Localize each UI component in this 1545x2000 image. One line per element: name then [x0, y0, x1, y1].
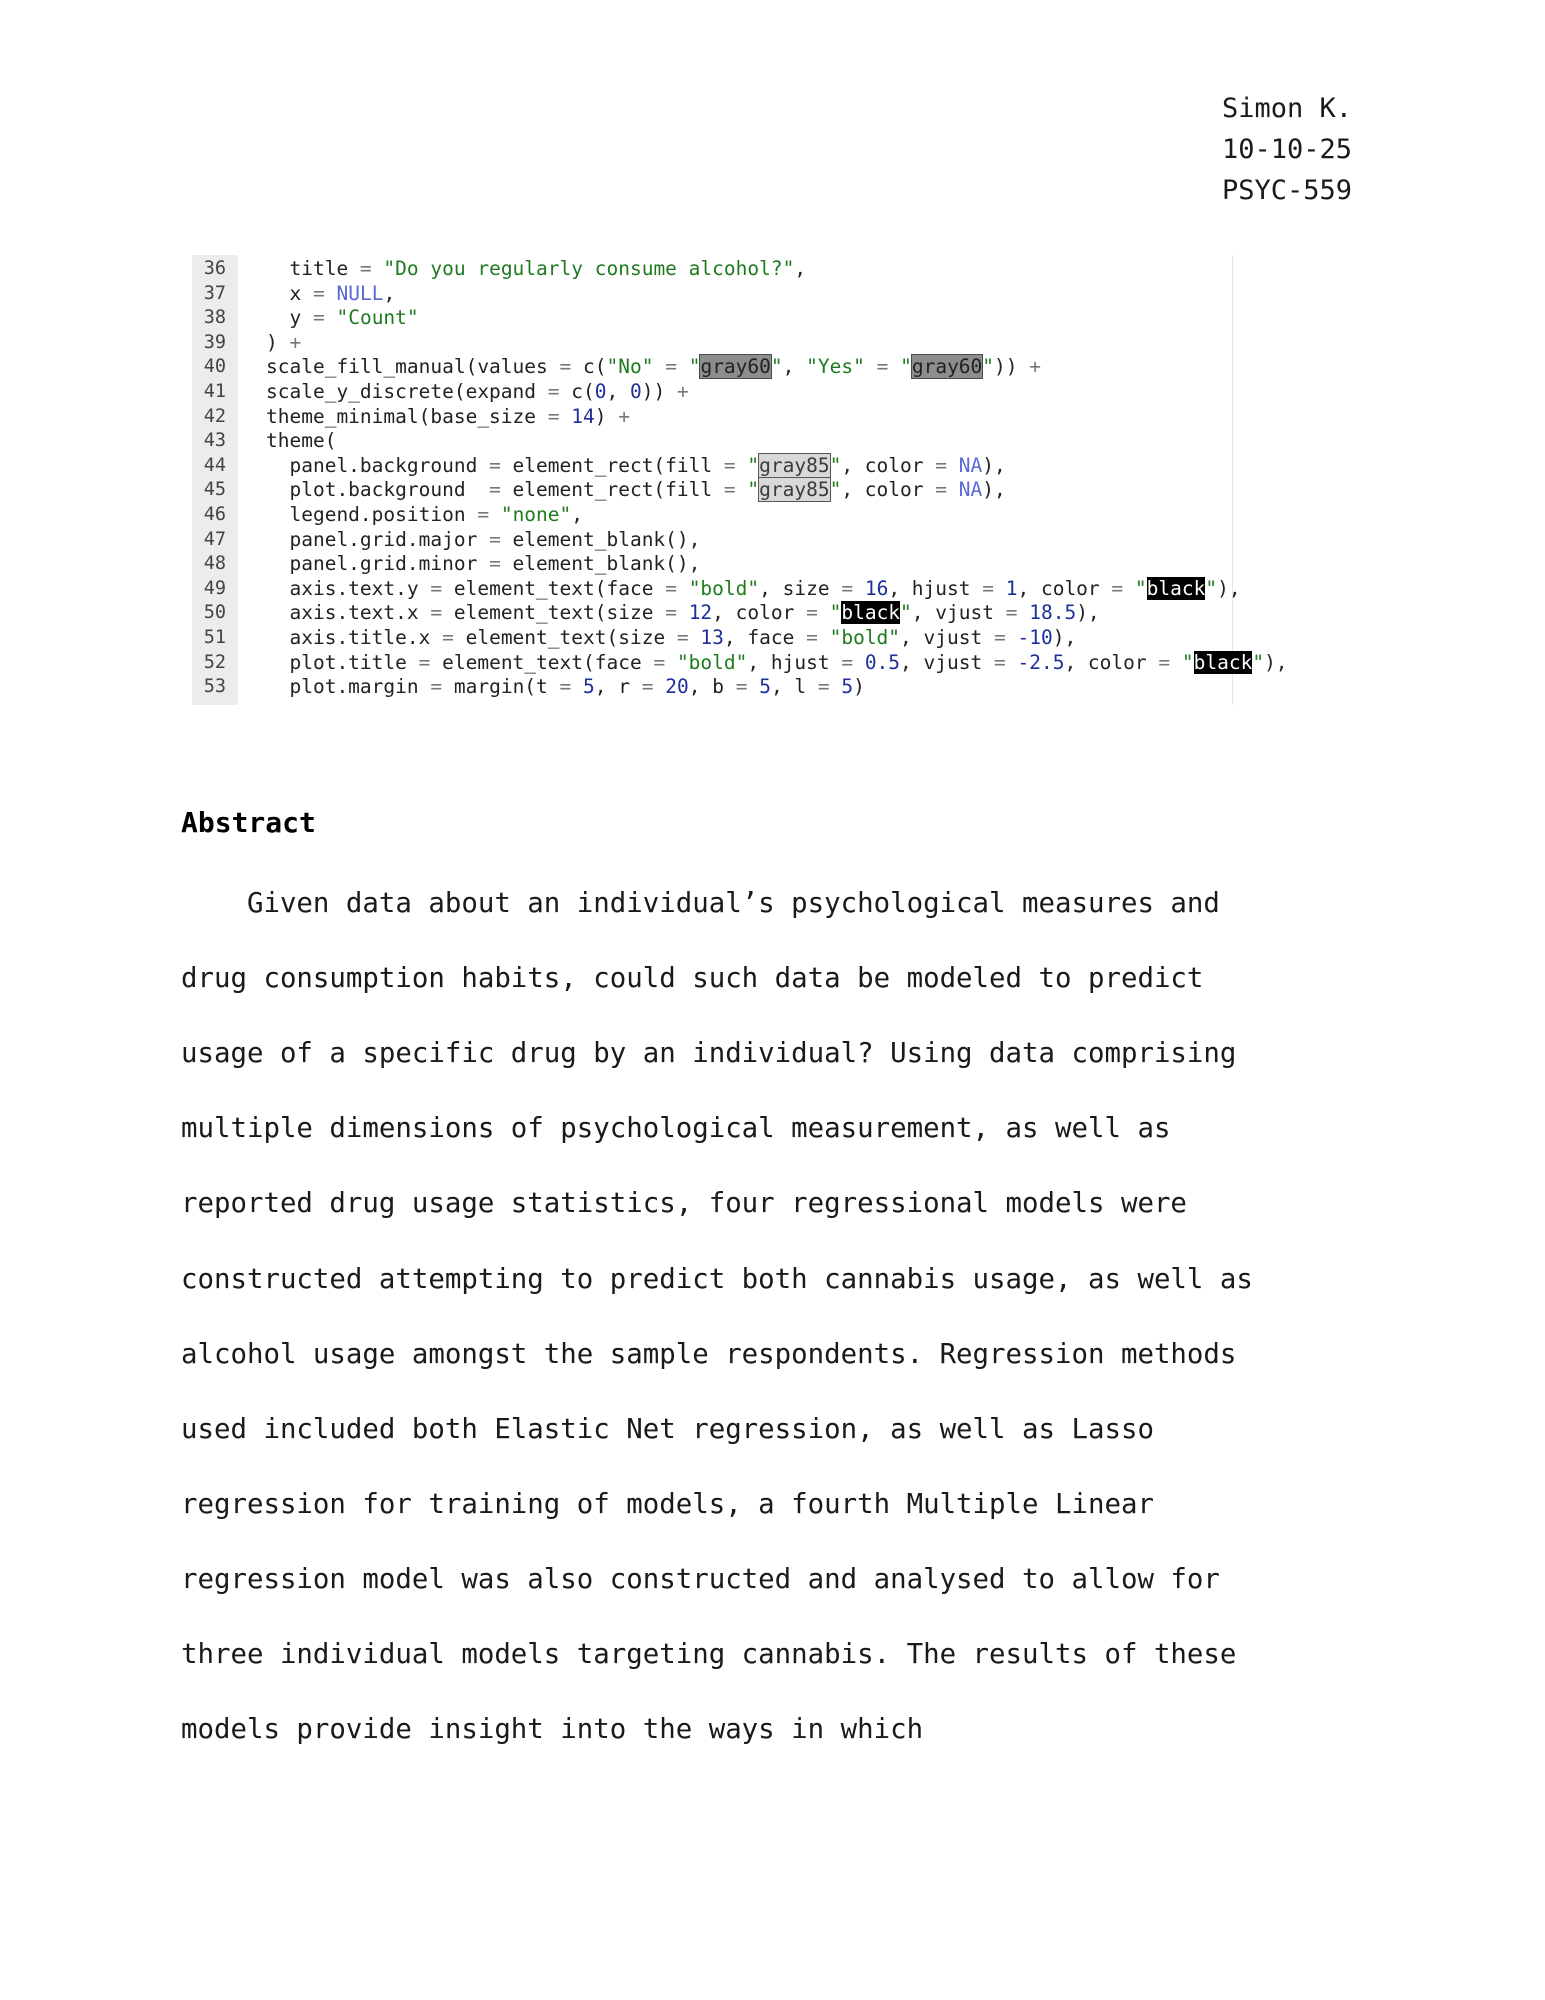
abstract-line: alcohol usage amongst the sample respondents. Regression methods	[181, 1338, 1237, 1370]
code-text	[266, 552, 700, 577]
code-token: ,	[571, 503, 584, 526]
code-text	[266, 478, 1006, 503]
code-token	[677, 577, 689, 600]
code-token: ,	[782, 355, 807, 379]
code-token: +	[1029, 355, 1042, 379]
code-token: "	[1181, 650, 1194, 674]
code-token: NULL	[336, 281, 384, 305]
code-token: panel.background	[266, 453, 490, 477]
code-token: "	[747, 453, 760, 477]
section-title-abstract: Abstract	[181, 806, 316, 839]
code-token: =	[489, 453, 501, 477]
code-token: )	[266, 330, 290, 354]
code-token: =	[841, 650, 854, 674]
code-token: =	[723, 478, 736, 502]
code-token: =	[676, 626, 689, 649]
abstract-line: multiple dimensions of psychological measurement, as well as	[181, 1113, 1171, 1145]
code-token: +	[618, 404, 630, 428]
code-token: =	[735, 675, 748, 699]
code-token: c(	[559, 380, 595, 403]
line-number: 41	[203, 381, 226, 402]
code-token: panel.grid.minor	[266, 552, 490, 576]
code-token	[736, 454, 748, 477]
highlighted-token: gray60	[911, 355, 983, 379]
code-token: ),	[982, 478, 1006, 502]
code-token: , hjust	[747, 650, 842, 674]
line-number: 43	[203, 430, 226, 452]
code-token: =	[312, 281, 325, 305]
code-token: 5	[759, 675, 771, 699]
code-token: -10	[1017, 626, 1053, 649]
code-token: "Yes"	[806, 355, 865, 379]
line-number: 52	[203, 651, 226, 673]
code-token: 1	[1005, 576, 1018, 600]
code-token: =	[665, 355, 677, 379]
code-token: =	[430, 576, 443, 600]
code-token: , vjust	[900, 650, 994, 674]
line-number: 49	[203, 577, 226, 599]
code-token	[747, 675, 759, 698]
code-token: title	[266, 257, 360, 280]
code-token: , color	[841, 478, 936, 502]
code-token: , hjust	[888, 576, 983, 600]
code-token: 20	[665, 675, 689, 699]
code-token	[736, 478, 748, 501]
author-header	[1222, 88, 1352, 211]
code-token: =	[312, 306, 325, 330]
code-token: "	[688, 355, 701, 379]
code-token: ,	[606, 380, 630, 403]
code-text	[266, 503, 583, 528]
code-token: "	[747, 478, 760, 502]
code-token: "	[1252, 650, 1265, 674]
code-token: "	[829, 601, 842, 625]
line-number: 46	[203, 504, 226, 525]
code-token: =	[547, 404, 560, 428]
code-token: x	[266, 281, 313, 305]
code-token	[1006, 651, 1018, 674]
line-number: 38	[203, 307, 226, 329]
code-token: 16	[864, 576, 889, 600]
code-token: "Count"	[336, 306, 419, 330]
abstract-line: constructed attempting to predict both cannabis usage, as well as	[181, 1263, 1253, 1295]
code-token: =	[841, 576, 854, 600]
code-token: "bold"	[676, 650, 748, 674]
code-text	[266, 405, 630, 430]
highlighted-token: gray60	[700, 355, 771, 379]
code-token: =	[359, 257, 372, 280]
code-token	[853, 577, 865, 600]
code-token: plot.background	[266, 478, 490, 502]
code-token: scale_fill_manual(values	[266, 355, 560, 379]
code-token	[372, 257, 384, 280]
code-token: NA	[958, 453, 983, 477]
code-token: "	[829, 478, 842, 502]
code-token	[865, 355, 877, 378]
submission-date: 10-10-25	[1222, 134, 1353, 165]
code-token: axis.text.y	[266, 576, 431, 600]
code-token: legend.position	[266, 503, 478, 526]
code-token	[571, 675, 583, 698]
code-token	[1006, 626, 1018, 649]
code-text	[266, 626, 1076, 651]
code-token: =	[876, 355, 889, 379]
code-token: =	[430, 675, 443, 699]
code-token: plot.margin	[266, 675, 431, 699]
line-number: 36	[203, 258, 226, 279]
code-token	[888, 355, 900, 378]
line-number: 47	[203, 528, 226, 550]
code-token: 5	[841, 675, 854, 699]
code-token	[325, 282, 337, 305]
code-token: , l	[770, 675, 818, 699]
code-token: element_rect(fill	[500, 453, 724, 477]
code-token: ),	[1052, 626, 1077, 649]
code-token: 14	[571, 404, 595, 428]
code-token: =	[817, 675, 830, 699]
code-token: =	[489, 552, 501, 576]
abstract-line: models provide insight into the ways in which	[181, 1714, 924, 1746]
code-token: , color	[1064, 650, 1159, 674]
code-text	[266, 675, 865, 700]
code-token: NA	[958, 478, 983, 502]
abstract-line: regression for training of models, a fourth Multiple Linear	[181, 1488, 1154, 1520]
code-token: =	[442, 626, 454, 649]
code-token: scale_y_discrete(expand	[266, 380, 548, 403]
code-token: =	[806, 601, 818, 625]
code-token: =	[653, 650, 666, 674]
code-token	[653, 355, 665, 378]
code-token	[665, 651, 677, 674]
code-token: "bold"	[829, 626, 901, 649]
course-code: PSYC-559	[1222, 175, 1353, 206]
code-text	[266, 282, 395, 307]
code-token: "Do you regularly consume alcohol?"	[383, 257, 795, 280]
code-token: =	[982, 576, 994, 600]
code-token: , size	[759, 576, 842, 600]
line-number: 42	[203, 405, 226, 427]
code-screenshot	[192, 255, 1288, 705]
author-name: Simon K.	[1222, 93, 1353, 124]
abstract-line: drug consumption habits, could such data be modeled to predict	[181, 963, 1204, 995]
abstract-line: reported drug usage statistics, four regressional models were	[181, 1188, 1187, 1220]
code-token: =	[1005, 601, 1018, 625]
code-token	[818, 601, 830, 624]
code-token: ))	[994, 355, 1030, 379]
code-token	[853, 651, 865, 674]
code-token: theme(	[266, 429, 337, 453]
code-token: ),	[1217, 576, 1241, 600]
code-token: ),	[982, 453, 1006, 477]
highlighted-token: gray85	[759, 453, 830, 477]
code-token: ),	[1076, 601, 1100, 625]
code-token: 0	[629, 380, 642, 403]
abstract-line: three individual models targeting cannabis. The results of these	[181, 1639, 1237, 1670]
highlighted-token: gray85	[759, 478, 830, 502]
code-token: =	[806, 626, 818, 649]
code-token: c(	[571, 355, 607, 379]
code-token: =	[665, 576, 677, 600]
code-token	[1017, 601, 1029, 624]
code-token: , vjust	[911, 601, 1006, 625]
code-token	[947, 478, 959, 501]
code-token: axis.text.x	[266, 601, 431, 625]
code-text	[266, 380, 689, 405]
code-token: 5	[583, 675, 595, 699]
code-token: =	[1158, 650, 1171, 674]
code-token	[489, 503, 501, 526]
code-token: plot.title	[266, 650, 419, 674]
code-text	[266, 454, 1006, 479]
code-text	[266, 306, 419, 331]
code-token: =	[935, 453, 947, 477]
line-number: 51	[203, 627, 226, 648]
code-token: ,	[383, 281, 396, 305]
code-token: =	[935, 478, 947, 502]
code-text	[266, 355, 1041, 380]
code-token: , b	[688, 675, 736, 699]
code-text	[266, 331, 301, 356]
code-token: =	[489, 527, 501, 551]
code-token: )	[594, 404, 619, 428]
code-token: 18.5	[1029, 601, 1077, 625]
code-text	[266, 429, 336, 454]
code-token	[677, 355, 689, 378]
code-token: , face	[723, 626, 807, 649]
code-token: element_text(face	[430, 650, 654, 674]
code-token	[325, 306, 337, 329]
code-token: element_text(size	[442, 601, 666, 625]
code-token: =	[559, 675, 572, 699]
code-token: 13	[700, 626, 724, 649]
line-number: 37	[203, 282, 226, 304]
line-number: 53	[203, 676, 226, 698]
code-token: margin(t	[442, 675, 560, 699]
code-token: =	[547, 380, 560, 403]
code-token: "	[900, 355, 912, 379]
code-text	[266, 577, 1241, 602]
code-token	[677, 601, 689, 624]
code-token: -2.5	[1017, 650, 1065, 674]
code-token: =	[559, 355, 572, 379]
code-token	[947, 454, 959, 477]
line-number: 44	[203, 454, 226, 476]
code-text	[266, 601, 1100, 626]
code-token: y	[266, 306, 313, 330]
code-token: element_text(size	[453, 626, 677, 649]
code-token: =	[993, 650, 1006, 674]
code-text	[266, 257, 806, 282]
highlighted-token: black	[1146, 576, 1206, 600]
code-token: , color	[712, 601, 807, 625]
code-token: element_rect(fill	[500, 478, 724, 502]
code-token: , color	[841, 453, 936, 477]
code-token: )	[853, 675, 865, 699]
code-token: "none"	[500, 503, 572, 526]
abstract-line: used included both Elastic Net regression, as well as Lasso	[181, 1413, 1154, 1445]
abstract-line: Given data about an individual’s psychological measures and	[181, 888, 1220, 919]
code-token: 0.5	[864, 650, 901, 674]
code-token: ,	[794, 257, 807, 280]
code-token	[654, 675, 666, 698]
code-token: , r	[594, 675, 642, 699]
abstract-line: usage of a specific drug by an individual? Using data comprising	[181, 1038, 1237, 1070]
code-token: , color	[1017, 576, 1112, 600]
code-token: , vjust	[900, 626, 994, 649]
code-token: "bold"	[688, 576, 760, 600]
code-token	[1170, 651, 1182, 674]
code-token: "	[1134, 576, 1147, 600]
code-token: "No"	[606, 355, 654, 379]
code-token: =	[641, 675, 654, 699]
code-token	[665, 380, 677, 403]
line-number: 50	[203, 602, 226, 624]
code-token	[689, 626, 701, 649]
code-token: 0	[594, 380, 607, 403]
code-token: =	[1111, 576, 1124, 600]
code-token: =	[665, 601, 677, 625]
code-token: ),	[1264, 650, 1288, 674]
code-token: +	[676, 380, 689, 403]
code-token: "	[829, 453, 842, 477]
code-token: axis.title.x	[266, 626, 443, 649]
line-number: 48	[203, 553, 226, 575]
code-text	[266, 651, 1288, 676]
code-token: =	[477, 503, 490, 526]
highlighted-token: black	[1193, 650, 1253, 674]
code-token: element_blank(),	[500, 552, 701, 576]
code-token: ))	[641, 380, 666, 403]
code-token: =	[418, 650, 431, 674]
code-token: "	[900, 601, 912, 625]
code-token: +	[289, 330, 302, 354]
line-number: 45	[203, 479, 226, 501]
code-token	[560, 405, 572, 428]
code-token	[994, 577, 1006, 600]
highlighted-token: black	[841, 601, 901, 625]
code-token: "	[1205, 576, 1218, 600]
code-token: panel.grid.major	[266, 527, 490, 551]
code-text	[266, 528, 700, 553]
code-token	[830, 675, 842, 698]
code-token: =	[723, 453, 736, 477]
code-token: "	[982, 355, 995, 379]
code-token: =	[430, 601, 443, 625]
code-token: =	[489, 478, 501, 502]
code-token: element_blank(),	[500, 527, 701, 551]
code-token	[818, 626, 830, 649]
code-token: element_text(face	[442, 576, 666, 600]
code-token: 12	[688, 601, 713, 625]
line-number: 40	[203, 356, 226, 378]
code-token: theme_minimal(base_size	[266, 404, 548, 428]
line-number: 39	[203, 331, 226, 353]
code-token: "	[770, 355, 783, 379]
abstract-line: regression model was also constructed and analysed to allow for	[181, 1563, 1220, 1595]
code-token	[1123, 577, 1135, 600]
code-token: =	[993, 626, 1006, 649]
